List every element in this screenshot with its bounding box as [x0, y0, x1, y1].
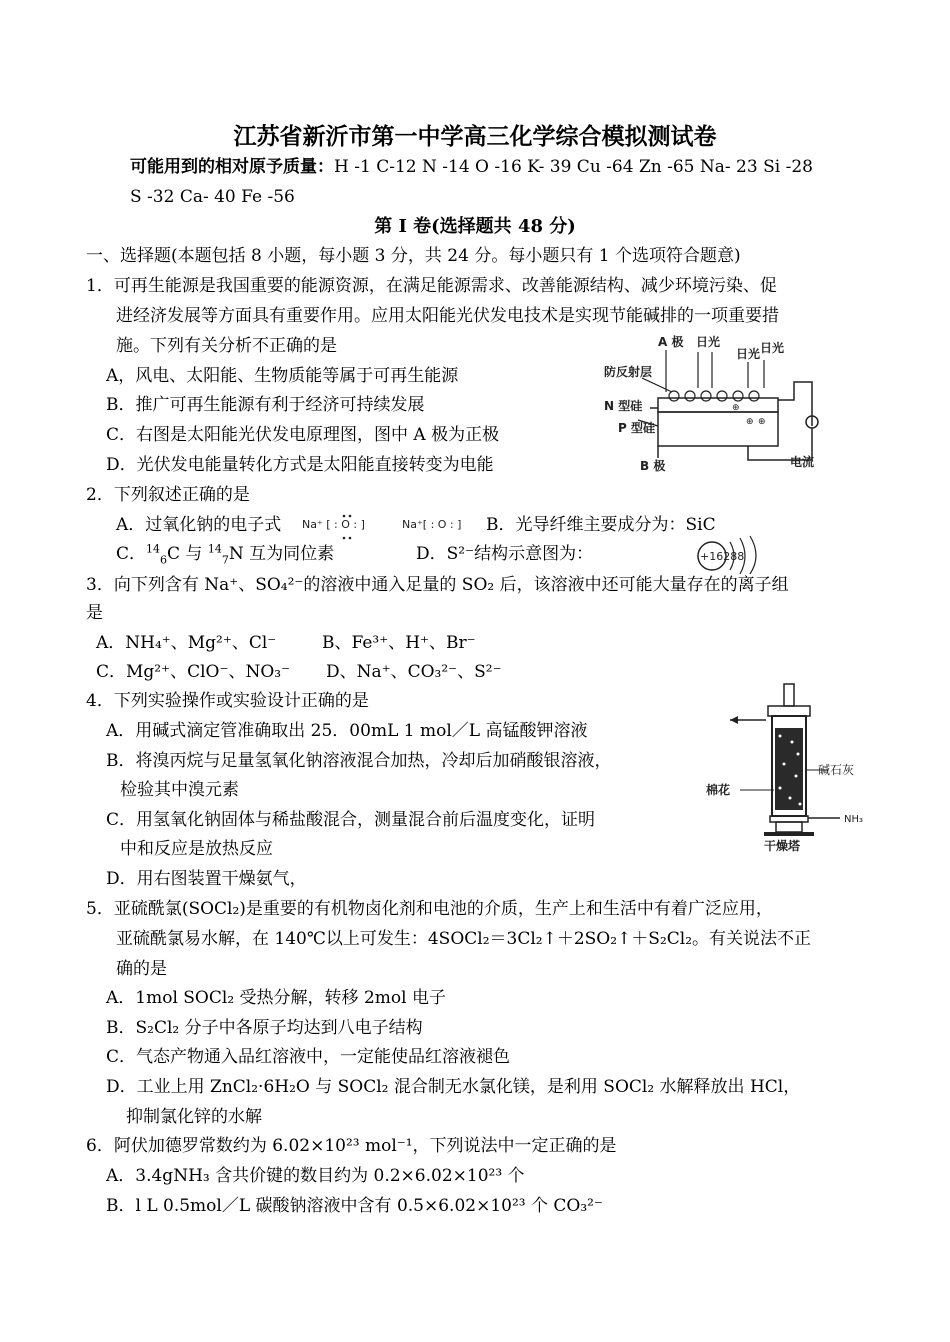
svg-text:⊕: ⊕ [758, 417, 766, 427]
q4-option-a: A．用碱式滴定管准确取出 25．00mL 1 mol／L 高锰酸钾溶液 [106, 721, 588, 741]
fig-cotton: 棉花 [706, 783, 731, 797]
q2-option-b: B．光导纤维主要成分为：SiC [486, 515, 716, 535]
sodium-peroxide-electron-formula [300, 508, 470, 542]
q6-option-b: B．l L 0.5mol／L 碳酸钠溶液中含有 0.5×6.02×10²³ 个 CO₃²⁻ [106, 1196, 603, 1216]
fig-nh3: NH₃ [844, 814, 864, 825]
sulfide-ion-structure-diagram [690, 530, 786, 574]
fig-b-pole: B 极 [640, 459, 666, 473]
q5-option-d-1: D．工业上用 ZnCl₂·6H₂O 与 SOCl₂ 混合制无水氯化镁，是利用 SOCl₂ 水解释放出 HCl， [106, 1077, 801, 1097]
q1-option-a: A，风电、太阳能、生物质能等属于可再生能源 [106, 366, 459, 386]
q1-stem-3: 施。下列有关分析不正确的是 [116, 336, 337, 356]
fig-sunlight-1: 日光 [696, 335, 721, 349]
atomic-masses-values: H -1 C-12 N -14 O -16 K- 39 Cu -64 Zn -65 Na- 23 Si -28 [334, 157, 813, 177]
atomic-masses-line2: S -32 Ca- 40 Fe -56 [130, 187, 295, 207]
q4-option-b-1: B．将溴丙烷与足量氢氧化钠溶液混合加热，冷却后加硝酸银溶液， [106, 751, 612, 771]
q1-option-d: D．光伏发电能量转化方式是太阳能直接转变为电能 [106, 455, 494, 475]
svg-text:⊕: ⊕ [746, 417, 754, 427]
q5-option-c: C．气态产物通入品红溶液中，一定能使品红溶液褪色 [106, 1047, 511, 1067]
solar-cell-figure [598, 330, 828, 480]
q6-option-a: A．3.4gNH₃ 含共价键的数目约为 0.2×6.02×10²³ 个 [106, 1166, 525, 1186]
q3-option-d: D、Na⁺、CO₃²⁻、S²⁻ [326, 662, 502, 682]
fig-anti-reflect: 防反射层 [604, 365, 653, 379]
q5-option-d-2: 抑制氯化锌的水解 [126, 1107, 262, 1127]
q5-option-b: B．S₂Cl₂ 分子中各原子均达到八电子结构 [106, 1018, 423, 1038]
q5-stem-1: 5．亚硫酰氯(SOCl₂)是重要的有机物卤化剂和电池的介质，生产上和生活中有着广泛应用， [86, 899, 773, 919]
q3-stem-1: 3．向下列含有 Na⁺、SO₄²⁻的溶液中通入足量的 SO₂ 后，该溶液中还可能大量存在的离子组 [86, 575, 789, 595]
q1-option-b: B．推广可再生能源有利于经济可持续发展 [106, 395, 425, 415]
q4-option-c-2: 中和反应是放热反应 [120, 839, 273, 859]
svg-text:⊕: ⊕ [732, 403, 740, 413]
drying-tower-figure [700, 680, 880, 856]
fig-p-si: P 型硅 [618, 421, 655, 435]
fig-sunlight-2: 日光 [736, 347, 761, 361]
q1-stem-2: 进经济发展等方面具有重要作用。应用太阳能光伏发电技术是实现节能碱排的一项重要措 [116, 306, 779, 326]
q4-stem: 4．下列实验操作或实验设计正确的是 [86, 691, 369, 711]
section-title: 第 I 卷(选择题共 48 分) [374, 216, 576, 237]
fig-soda-lime: 碱石灰 [818, 763, 855, 777]
q5-stem-3: 确的是 [116, 959, 167, 979]
q6-stem: 6．阿伏加德罗常数约为 6.02×10²³ mol⁻¹，下列说法中一定正确的是 [86, 1136, 617, 1156]
q3-option-b: B、Fe³⁺、H⁺、Br⁻ [322, 633, 476, 653]
q3-option-a: A．NH₄⁺、Mg²⁺、Cl⁻ [96, 633, 277, 653]
svg-text:Na⁺ [ : O : ]: Na⁺ [ : O : ] [302, 518, 365, 531]
q2-option-d: D．S²⁻结构示意图为： [416, 544, 594, 564]
q2-option-a: A．过氧化钠的电子式 [116, 515, 282, 535]
q3-option-c: C．Mg²⁺、ClO⁻、NO₃⁻ [96, 662, 291, 682]
atomic-masses-line1 [130, 156, 813, 178]
ion-structure-label: +16288 [700, 550, 745, 563]
q1-option-c: C．右图是太阳能光伏发电原理图，图中 A 极为正极 [106, 425, 500, 445]
fig-sunlight-3: 日光 [760, 341, 785, 355]
page-title: 江苏省新沂市第一中学高三化学综合模拟测试卷 [233, 123, 717, 150]
q3-stem-2: 是 [86, 603, 103, 623]
fig-tower: 干燥塔 [764, 839, 801, 853]
svg-text:Na⁺[ : O : ]: Na⁺[ : O : ] [402, 518, 462, 531]
atomic-masses-label: 可能用到的相对原予质量： [130, 157, 334, 177]
q1-stem-1: 1．可再生能源是我国重要的能源资源，在满足能源需求、改善能源结构、减少环境污染、促 [86, 276, 777, 296]
q2-option-c: C．$^{14}_6$C 与 $^{14}_7$N 互为同位素 [116, 542, 335, 567]
instructions: 一、选择题(本题包括 8 小题，每小题 3 分，共 24 分。每小题只有 1 个选项符合题意) [86, 246, 741, 266]
fig-current: 电流 [790, 455, 815, 469]
q5-stem-2: 亚硫酰氯易水解，在 140℃以上可发生：4SOCl₂＝3Cl₂↑＋2SO₂↑＋S₂Cl₂。有关说法不正 [116, 929, 812, 949]
q2-stem: 2．下列叙述正确的是 [86, 485, 250, 505]
q5-option-a: A．1mol SOCl₂ 受热分解，转移 2mol 电子 [106, 988, 446, 1008]
q4-option-c-1: C．用氢氧化钠固体与稀盐酸混合，测量混合前后温度变化，证明 [106, 810, 596, 830]
q4-option-d: D．用右图装置干燥氨气， [106, 869, 307, 889]
q4-option-b-2: 检验其中溴元素 [120, 780, 239, 800]
fig-n-si: N 型硅 [604, 399, 643, 413]
fig-a-pole: A 极 [658, 335, 684, 349]
